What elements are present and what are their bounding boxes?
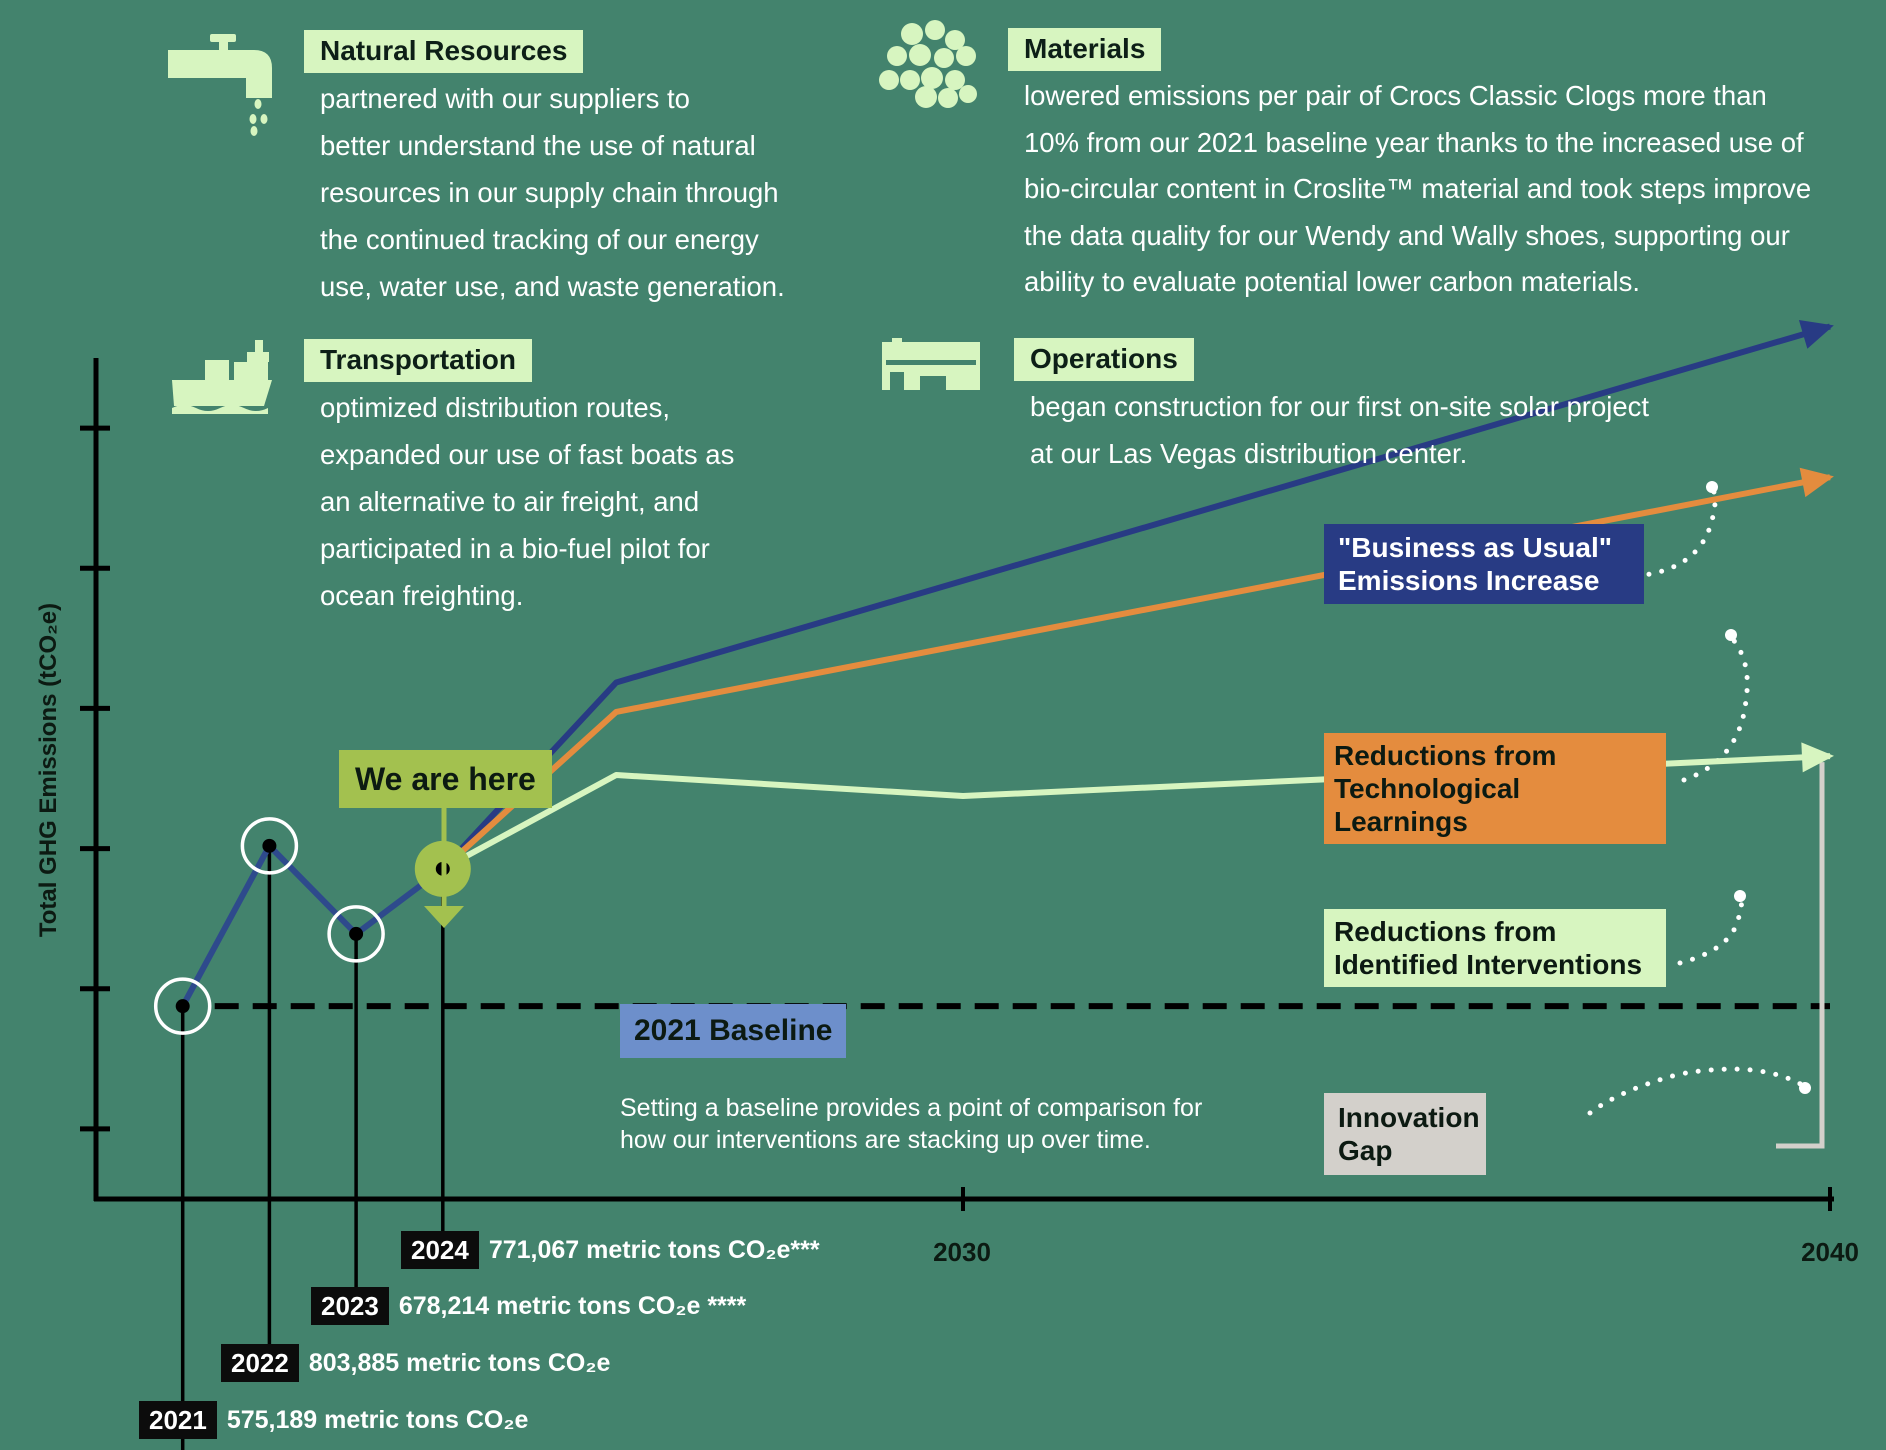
identified-label: Reductions from Identified Interventions bbox=[1324, 909, 1666, 987]
connector-end-dots bbox=[1706, 481, 1811, 1094]
materials-title: Materials bbox=[1008, 28, 1161, 71]
year-value-2023: 678,214 metric tons CO₂e **** bbox=[398, 1291, 747, 1320]
baseline-description: Setting a baseline provides a point of comparison for how our interventions are stacking up over time. bbox=[620, 1094, 1203, 1154]
data-point-2021 bbox=[176, 999, 190, 1013]
operations-title: Operations bbox=[1014, 338, 1194, 381]
transportation-title: Transportation bbox=[304, 339, 532, 382]
year-value-2024: 771,067 metric tons CO₂e*** bbox=[488, 1235, 820, 1264]
year-row-2021 bbox=[139, 1401, 528, 1439]
faucet-icon bbox=[168, 34, 272, 136]
operations-text: began construction for our first on-site solar project at our Las Vegas distribution center. bbox=[1030, 391, 1650, 469]
operations-section bbox=[1014, 338, 1649, 477]
gap-connector bbox=[1590, 1069, 1804, 1113]
year-row-2024 bbox=[401, 1231, 820, 1269]
materials-section bbox=[1008, 28, 1811, 306]
natural-resources-title: Natural Resources bbox=[304, 30, 583, 73]
baseline-label: 2021 Baseline bbox=[620, 1004, 846, 1058]
data-point-2022 bbox=[262, 839, 276, 853]
warehouse-icon bbox=[882, 338, 980, 390]
x-tick-label-2040: 2040 bbox=[1801, 1237, 1859, 1267]
we-are-here-label: We are here bbox=[339, 750, 552, 808]
data-point-2023 bbox=[349, 927, 363, 941]
identified-connector bbox=[1680, 896, 1742, 963]
year-value-2021: 575,189 metric tons CO₂e bbox=[226, 1405, 529, 1434]
year-tag-2021: 2021 bbox=[139, 1401, 217, 1439]
natural-resources-text: partnered with our suppliers to better understand the use of natural resources in our supply chain through the continued tracking of our energy use, water use, and waste generation. bbox=[320, 83, 785, 302]
tech-arrowhead bbox=[1800, 468, 1834, 497]
year-row-2023 bbox=[311, 1287, 746, 1325]
materials-text: lowered emissions per pair of Crocs Classic Clogs more than 10% from our 2021 baseline year thanks to the increased use of bio-circular content in Croslite™ material and took steps improve the data quality for our Wendy and Wally shoes, supporting our ability to evaluate potential lower carbon materials. bbox=[1024, 80, 1812, 297]
y-axis-title: Total GHG Emissions (tCO₂e) bbox=[35, 602, 62, 938]
bau-label: "Business as Usual" Emissions Increase bbox=[1324, 524, 1644, 604]
year-tag-2022: 2022 bbox=[221, 1344, 299, 1382]
transportation-section bbox=[304, 339, 734, 619]
innovation-gap-label: Innovation Gap bbox=[1324, 1093, 1486, 1175]
innovation-gap-bracket bbox=[1776, 762, 1822, 1146]
year-tag-2024: 2024 bbox=[401, 1231, 479, 1269]
transportation-text: optimized distribution routes, expanded our use of fast boats as an alternative to air freight, and participated in a bio-fuel pilot for ocean freighting. bbox=[320, 392, 735, 611]
tech-label: Reductions from Technological Learnings bbox=[1324, 733, 1666, 844]
ship-icon bbox=[172, 340, 272, 414]
identified-arrowhead bbox=[1801, 742, 1834, 772]
x-tick-label-2030: 2030 bbox=[933, 1237, 991, 1267]
year-tag-2023: 2023 bbox=[311, 1287, 389, 1325]
pellets-icon bbox=[879, 20, 977, 108]
y-axis bbox=[80, 358, 110, 1201]
historical-series-line bbox=[183, 846, 443, 1006]
year-value-2022: 803,885 metric tons CO₂e bbox=[308, 1348, 611, 1377]
year-row-2022 bbox=[221, 1344, 610, 1382]
natural-resources-section bbox=[304, 30, 785, 310]
